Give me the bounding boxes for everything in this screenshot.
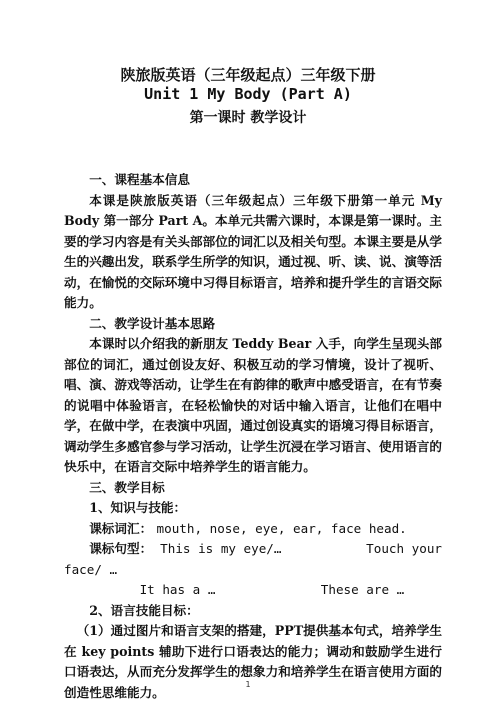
section-heading-3: 三、教学目标 (89, 479, 165, 495)
pattern-line (64, 539, 442, 560)
document-title: 陕旅版英语（三年级起点）三年级下册 (120, 66, 376, 84)
pattern-label: 课标句型： (89, 541, 153, 556)
language-skills-heading: 2、语言技能目标： (89, 602, 199, 618)
vocabulary-line (64, 519, 442, 540)
section-heading-1: 一、课程基本信息 (89, 172, 190, 187)
unit-title: Unit 1 My Body (Part A) (144, 85, 352, 103)
pattern-line-2 (64, 580, 442, 601)
pattern-2b: face/ … (64, 561, 118, 577)
knowledge-skills-heading: 1、知识与技能： (89, 500, 187, 515)
vocabulary-words: mouth, nose, eye, ear, face head. (156, 520, 407, 536)
lesson-subtitle: 第一课时 教学设计 (189, 110, 307, 126)
pattern-2a: Touch your (366, 541, 442, 556)
section-heading-2: 二、教学设计基本思路 (89, 315, 216, 331)
vocabulary-label: 课标词汇： (89, 520, 153, 536)
page-number: 1 (245, 680, 251, 689)
section-body-1: 本课是陕旅版英语（三年级起点）三年级下册第一单元 My Body 第一部分 Part A。本单元共需六课时，本课是第一课时。主要的学习内容是有关头部部位的词汇以及相关句型。本课主要是从学生的兴趣出发，联系学生所学的知识，通过视、听、读、说、演等活动，在愉悦的交际环境中习得目标语言，培养和提升学生的言语交际能力。 (64, 192, 442, 310)
pattern-3: It has a … (139, 582, 216, 597)
document-body (64, 170, 442, 703)
section-body-2: 本课时以介绍我的新朋友 Teddy Bear 入手，向学生呈现头部部位的词汇，通过创设友好、积极互动的学习情境，设计了视听、唱、演、游戏等活动，让学生在有韵律的歌声中感受语言，在有节奏的说唱中体验语言，在轻松愉快的对话中输入语言，让他们在唱中学，在做中学，在表演中巩固，通过创设真实的语境习得目标语言，调动学生多感官参与学习活动，让学生沉浸在学习语言、使用语言的快乐中，在语言交际中培养学生的语言能力。 (64, 336, 442, 474)
pattern-1: This is my eye/… (160, 541, 282, 556)
language-skills-item-1: （1）通过图片和语言支架的搭建，PPT提供基本句式，培养学生在 key points 辅助下进行口语表达的能力；调动和鼓励学生进行口语表达，从而充分发挥学生的想象力和培养学生在语言使用方面的创造性思维能力。 (64, 623, 442, 700)
pattern-4: These are … (320, 582, 405, 597)
